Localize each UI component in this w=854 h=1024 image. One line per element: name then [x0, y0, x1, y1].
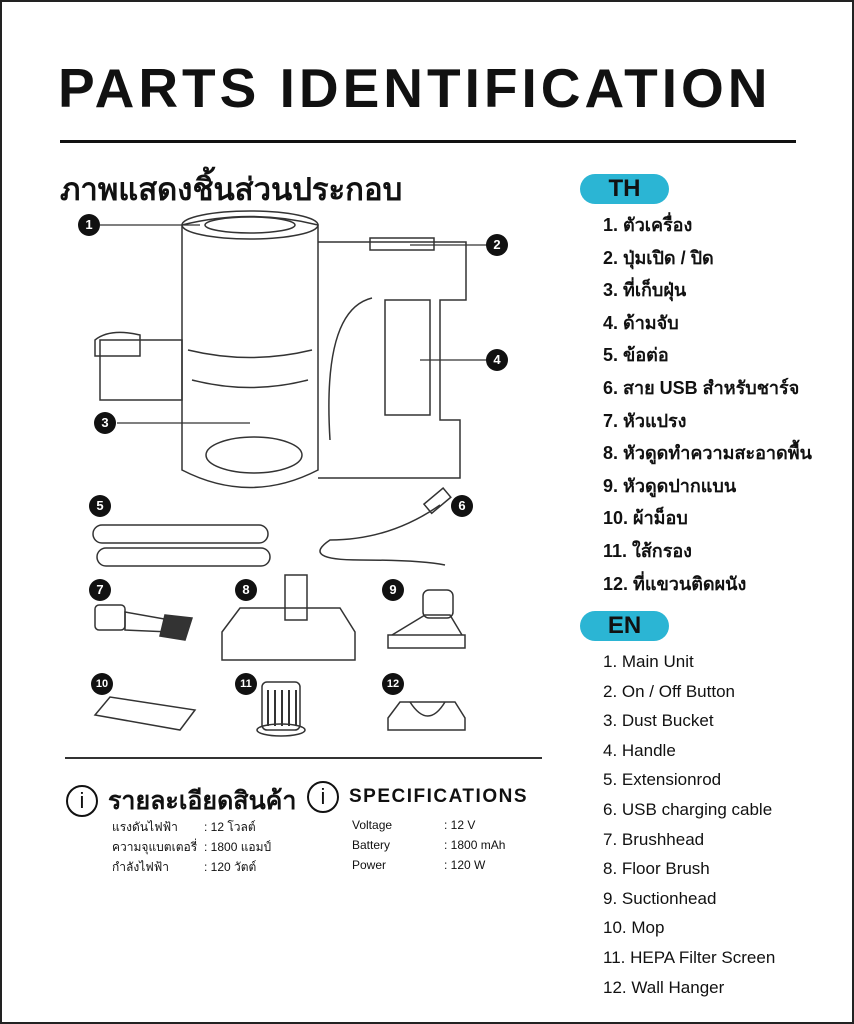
spec-key: Power: [352, 858, 387, 872]
spec-key: ความจุแบตเตอรี่: [112, 840, 198, 854]
specs-en-table: [352, 818, 505, 878]
spec-value: : 120 W: [444, 858, 486, 872]
list-item: 1. ตัวเครื่อง: [603, 215, 693, 235]
specs-th-heading: รายละเอียดสินค้า: [108, 787, 297, 815]
list-item: 5. Extensionrod: [603, 770, 722, 790]
list-item: 1. Main Unit: [603, 652, 694, 671]
vacuum-main-unit-drawing: [95, 211, 466, 488]
callout-number-12: 12: [382, 673, 404, 695]
list-item: 5. ข้อต่อ: [603, 345, 669, 366]
callout-number-3: 3: [94, 412, 116, 434]
spec-key: Battery: [352, 838, 391, 852]
subtitle-th: ภาพแสดงชิ้นส่วนประกอบ: [60, 172, 403, 207]
list-item: 9. หัวดูดปากแบน: [603, 475, 737, 496]
list-item: 6. USB charging cable: [603, 799, 773, 819]
specs-en-header: [307, 781, 528, 813]
info-icon: i: [307, 781, 339, 813]
list-item: 4. ด้ามจับ: [603, 312, 679, 333]
callout-number-5: 5: [89, 495, 111, 517]
en-parts-list: [603, 650, 775, 1005]
callout-number-2: 2: [486, 234, 508, 256]
spec-row: [112, 838, 271, 858]
divider: [65, 757, 542, 759]
hepa-filter-drawing: [257, 682, 305, 736]
spec-row: [112, 858, 271, 878]
list-item: 2. ปุ่มเปิด / ปิด: [603, 247, 714, 268]
th-badge: TH: [580, 174, 669, 204]
spec-value: : 120 วัตต์: [204, 860, 257, 874]
list-item: 9. Suctionhead: [603, 888, 717, 908]
list-item: 10. ผ้าม็อบ: [603, 508, 688, 529]
callout-number-10: 10: [91, 673, 113, 695]
spec-row: [352, 818, 505, 838]
list-item: 6. สาย USB สำหรับชาร์จ: [603, 377, 800, 398]
list-item: 10. Mop: [603, 918, 665, 938]
usb-cable-drawing: [320, 488, 451, 565]
divider: [60, 140, 796, 143]
th-parts-list: [603, 212, 812, 603]
wall-hanger-drawing: [388, 702, 465, 730]
specs-en-heading: SPECIFICATIONS: [349, 786, 528, 807]
parts-illustration: [60, 200, 540, 750]
specs-th-header: [66, 781, 296, 821]
callout-number-9: 9: [382, 579, 404, 601]
list-item: 7. Brushhead: [603, 829, 705, 849]
spec-row: [352, 858, 505, 878]
list-item: 2. On / Off Button: [603, 681, 735, 701]
spec-value: : 1800 mAh: [444, 838, 506, 852]
spec-value: : 12 โวลต์: [204, 820, 256, 834]
callout-number-11: 11: [235, 673, 257, 695]
list-item: 7. หัวแปรง: [603, 410, 687, 431]
list-item: 3. Dust Bucket: [603, 711, 714, 731]
page-title: PARTS IDENTIFICATION: [58, 57, 772, 119]
specs-th-table: [112, 818, 271, 878]
mop-drawing: [95, 697, 195, 730]
spec-key: Voltage: [352, 818, 393, 832]
spec-row: [352, 838, 505, 858]
brushhead-drawing: [95, 605, 192, 640]
list-item: 11. HEPA Filter Screen: [603, 947, 776, 967]
list-item: 11. ใส้กรอง: [603, 540, 692, 561]
callout-number-6: 6: [451, 495, 473, 517]
callout-number-1: 1: [78, 214, 100, 236]
callout-number-7: 7: [89, 579, 111, 601]
spec-value: : 12 V: [444, 818, 476, 832]
spec-key: กำลังไฟฟ้า: [112, 860, 169, 874]
list-item: 8. หัวดูดทำความสะอาดพื้น: [603, 443, 812, 464]
list-item: 12. ที่แขวนติดผนัง: [603, 573, 747, 594]
list-item: 4. Handle: [603, 740, 676, 760]
list-item: 8. Floor Brush: [603, 859, 710, 879]
callout-number-4: 4: [486, 349, 508, 371]
info-icon: i: [66, 785, 98, 817]
list-item: 3. ที่เก็บฝุ่น: [603, 280, 687, 301]
en-badge: EN: [580, 611, 669, 641]
spec-key: แรงดันไฟฟ้า: [112, 820, 178, 834]
spec-value: : 1800 แอมป์: [204, 840, 272, 854]
callout-number-8: 8: [235, 579, 257, 601]
spec-row: [112, 818, 271, 838]
list-item: 12. Wall Hanger: [603, 977, 725, 997]
extension-rods-drawing: [93, 525, 270, 566]
